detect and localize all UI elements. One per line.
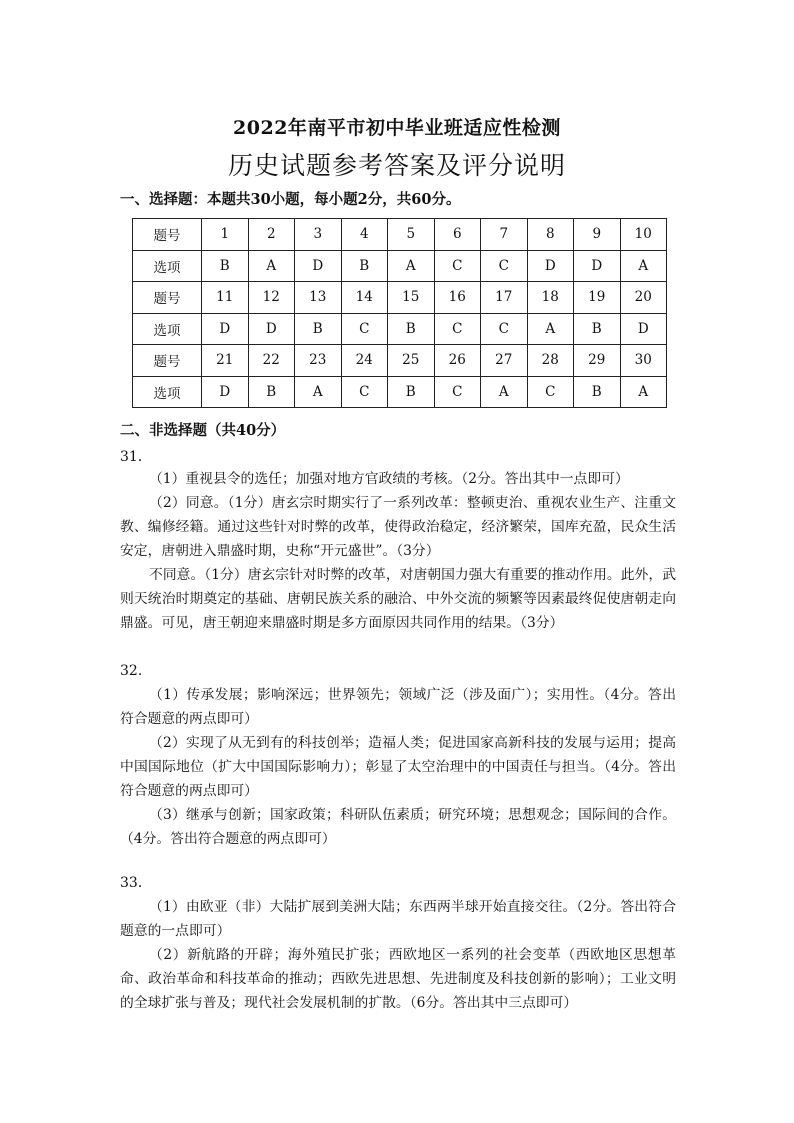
table-cell: D bbox=[202, 376, 249, 408]
table-cell: 30 bbox=[620, 345, 667, 377]
question-32-part2: （2）实现了从无到有的科技创举；造福人类；促进国家高新科技的发展与运用；提高中国国际地位（扩大中国国际影响力）；彰显了太空治理中的中国责任与担当。（4分。答出符合题意的两点即可） bbox=[120, 735, 676, 799]
table-cell: A bbox=[248, 250, 295, 282]
table-cell: A bbox=[620, 250, 667, 282]
table-cell: 11 bbox=[202, 282, 249, 314]
table-cell: 23 bbox=[295, 345, 342, 377]
table-cell: C bbox=[481, 250, 528, 282]
table-cell: 8 bbox=[527, 219, 574, 251]
table-cell: B bbox=[248, 376, 295, 408]
table-cell: 24 bbox=[341, 345, 388, 377]
question-32-part1: （1）传承发展；影响深远；世界领先；领域广泛（涉及面广）；实用性。（4分。答出符合题意的两点即可） bbox=[120, 687, 676, 727]
table-row bbox=[133, 219, 667, 251]
table-cell: D bbox=[202, 313, 249, 345]
table-cell: A bbox=[481, 376, 528, 408]
table-cell: B bbox=[202, 250, 249, 282]
table-cell: 25 bbox=[388, 345, 435, 377]
table-cell: 1 bbox=[202, 219, 249, 251]
table-cell: 27 bbox=[481, 345, 528, 377]
table-cell: B bbox=[295, 313, 342, 345]
table-cell: C bbox=[434, 313, 481, 345]
table-row bbox=[133, 282, 667, 314]
table-cell: 3 bbox=[295, 219, 342, 251]
table-cell: B bbox=[388, 376, 435, 408]
table-cell: A bbox=[388, 250, 435, 282]
row-label: 选项 bbox=[133, 250, 202, 282]
table-cell: 26 bbox=[434, 345, 481, 377]
table-cell: 17 bbox=[481, 282, 528, 314]
table-cell: A bbox=[620, 376, 667, 408]
table-cell: B bbox=[341, 250, 388, 282]
table-cell: A bbox=[295, 376, 342, 408]
document-title: 历史试题参考答案及评分说明 bbox=[227, 151, 566, 180]
table-cell: 19 bbox=[574, 282, 621, 314]
row-label: 选项 bbox=[133, 313, 202, 345]
question-32-number: 32． bbox=[120, 663, 152, 679]
row-label: 题号 bbox=[133, 345, 202, 377]
exam-title: 2022年南平市初中毕业班适应性检测 bbox=[233, 117, 561, 139]
table-cell: 9 bbox=[574, 219, 621, 251]
question-31-part2: （2）同意。（1分）唐玄宗时期实行了一系列改革：整顿吏治、重视农业生产、注重文教、编修经籍。通过这些针对时弊的改革，使得政治稳定，经济繁荣，国库充盈，民众生活安定，唐朝进入鼎盛时期，史称“开元盛世”。（3分） bbox=[120, 495, 676, 559]
table-cell: 6 bbox=[434, 219, 481, 251]
answer-table bbox=[132, 218, 667, 408]
table-cell: C bbox=[481, 313, 528, 345]
section1-heading: 一、选择题：本题共30小题，每小题2分，共60分。 bbox=[120, 191, 461, 208]
table-cell: D bbox=[295, 250, 342, 282]
table-cell: D bbox=[527, 250, 574, 282]
table-cell: B bbox=[388, 313, 435, 345]
table-cell: 18 bbox=[527, 282, 574, 314]
row-label: 题号 bbox=[133, 282, 202, 314]
table-cell: 15 bbox=[388, 282, 435, 314]
table-row bbox=[133, 313, 667, 345]
question-33-number: 33． bbox=[120, 875, 152, 891]
row-label: 题号 bbox=[133, 219, 202, 251]
question-33-part2: （2）新航路的开辟；海外殖民扩张；西欧地区一系列的社会变革（西欧地区思想革命、政治革命和科技革命的推动；西欧先进思想、先进制度及科技创新的影响）；工业文明的全球扩张与普及；现代社会发展机制的扩散。（6分。答出其中三点即可） bbox=[120, 947, 676, 1011]
table-cell: 29 bbox=[574, 345, 621, 377]
table-cell: D bbox=[574, 250, 621, 282]
table-row bbox=[133, 250, 667, 282]
question-31-part2-alt: 不同意。（1分）唐玄宗针对时弊的改革，对唐朝国力强大有重要的推动作用。此外，武则天统治时期奠定的基础、唐朝民族关系的融洽、中外交流的频繁等因素最终促使唐朝走向鼎盛。可见，唐王朝迎来鼎盛时期是多方面原因共同作用的结果。（3分） bbox=[120, 567, 676, 631]
table-cell: 20 bbox=[620, 282, 667, 314]
table-cell: B bbox=[574, 313, 621, 345]
table-cell: C bbox=[341, 313, 388, 345]
table-cell: C bbox=[434, 250, 481, 282]
table-cell: C bbox=[341, 376, 388, 408]
table-cell: C bbox=[434, 376, 481, 408]
table-cell: D bbox=[620, 313, 667, 345]
table-cell: A bbox=[527, 313, 574, 345]
table-cell: 7 bbox=[481, 219, 528, 251]
question-33-part1: （1）由欧亚（非）大陆扩展到美洲大陆；东西两半球开始直接交往。（2分。答出符合题意的一点即可） bbox=[120, 899, 676, 939]
table-cell: B bbox=[574, 376, 621, 408]
table-cell: 22 bbox=[248, 345, 295, 377]
question-31-part1: （1）重视县令的选任；加强对地方官政绩的考核。（2分。答出其中一点即可） bbox=[149, 471, 629, 487]
table-cell: 13 bbox=[295, 282, 342, 314]
table-cell: 14 bbox=[341, 282, 388, 314]
table-cell: 10 bbox=[620, 219, 667, 251]
question-32-part3: （3）继承与创新；国家政策；科研队伍素质；研究环境；思想观念；国际间的合作。（4分。答出符合题意的两点即可） bbox=[120, 807, 676, 847]
table-cell: D bbox=[248, 313, 295, 345]
table-cell: 5 bbox=[388, 219, 435, 251]
table-cell: 28 bbox=[527, 345, 574, 377]
table-row bbox=[133, 376, 667, 408]
table-cell: C bbox=[527, 376, 574, 408]
row-label: 选项 bbox=[133, 376, 202, 408]
question-31-number: 31． bbox=[120, 449, 152, 465]
section2-heading: 二、非选择题（共40分） bbox=[120, 422, 286, 439]
table-cell: 16 bbox=[434, 282, 481, 314]
table-cell: 2 bbox=[248, 219, 295, 251]
table-row bbox=[133, 345, 667, 377]
table-cell: 21 bbox=[202, 345, 249, 377]
table-cell: 4 bbox=[341, 219, 388, 251]
table-cell: 12 bbox=[248, 282, 295, 314]
